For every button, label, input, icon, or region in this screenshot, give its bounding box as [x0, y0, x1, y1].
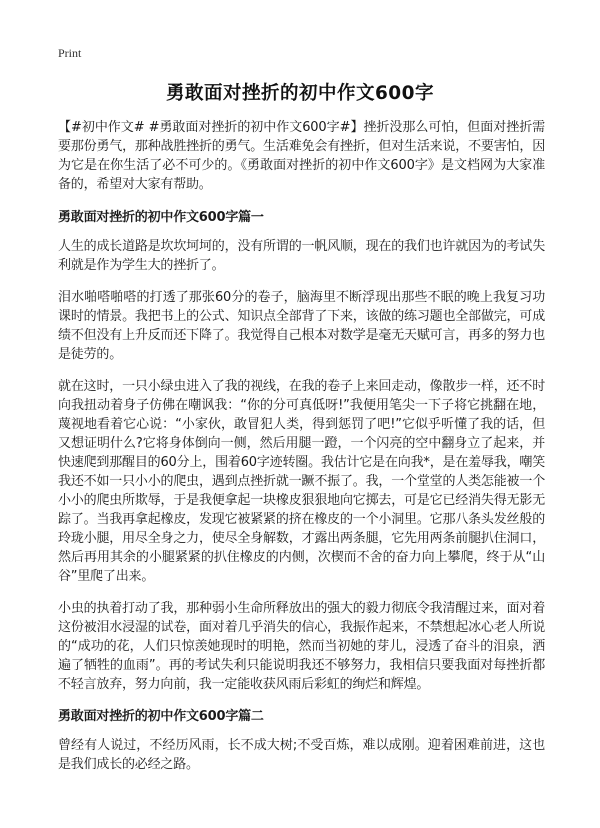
section-2-heading: 勇敢面对挫折的初中作文600字篇二	[58, 709, 264, 724]
section-1-paragraph-1: 人生的成长道路是坎坎坷坷的，没有所谓的一帆风顺，现在的我们也许就因为的考试失利就是作为学生大的挫折了。	[58, 239, 545, 273]
document-body	[58, 118, 545, 787]
document-title: 勇敢面对挫折的初中作文600字	[165, 83, 435, 104]
section-2	[58, 707, 545, 774]
section-1-paragraph-3: 就在这时，一只小绿虫进入了我的视线，在我的卷子上来回走动，像散步一样，还不时向我扭动着身子仿佛在嘲讽我：“你的分可真低呀!”我便用笔尖一下子将它挑翻在地，蔑视地看着它心说：“小家伙，敢冒犯人类，得到惩罚了吧!”它似乎听懂了我的话，但又想证明什么?它将身体倒向一侧，然后用腿一蹬，一个闪亮的空中翻身立了起来，并快速爬到那醒目的60分上，围着60字迹转圈。我估计它是在向我*，是在羞辱我，嘲笑我还不如一只小小的爬虫，遇到点挫折就一蹶不振了。我，一个堂堂的人类怎能被一个小小的爬虫所欺辱，于是我便拿起一块橡皮狠狠地向它掷去，可是它已经消失得无影无踪了。当我再拿起橡皮，发现它被紧紧的挤在橡皮的一个小洞里。它那八条头发丝般的玲珑小腿，用尽全身之力，使尽全身解数，才露出两条腿，它先用两条前腿扒住洞口，然后再用其余的小腿紧紧的扒住橡皮的内侧，次楔而不舍的奋力向上攀爬，终于从“山谷”里爬了出来。	[58, 379, 545, 584]
section-2-paragraph-1: 曾经有人说过，不经历风雨，长不成大树;不受百炼，难以成刚。迎着困难前进，这也是我们成长的必经之路。	[58, 738, 545, 772]
section-1	[58, 208, 545, 694]
intro-paragraph: 【#初中作文# #勇敢面对挫折的初中作文600字#】挫折没那么可怕，但面对挫折需要那份勇气，那种战胜挫折的勇气。生活难免会有挫折，但对生活来说，不要害怕，因为它是在你生活了必不可少的。《勇敢面对挫折的初中作文600字》是文档网为大家准备的，希望对大家有帮助。	[58, 120, 545, 192]
section-1-heading: 勇敢面对挫折的初中作文600字篇一	[58, 210, 264, 225]
print-link[interactable]: Print	[58, 46, 82, 60]
section-1-paragraph-4: 小虫的执着打动了我，那种弱小生命所释放出的强大的毅力彻底令我清醒过来，面对着这份被泪水浸湿的试卷，面对着几乎消失的信心，我振作起来，不禁想起冰心老人所说的“成功的花，人们只惊羡她现时的明艳，然而当初她的芽儿，浸透了奋斗的泪泉，洒遍了牺牲的血雨”。再的考试失利只能说明我还不够努力，我相信只要我面对每挫折都不轻言放弃，努力向前，我一定能收获风雨后彩虹的绚烂和辉煌。	[58, 601, 545, 692]
section-1-paragraph-2: 泪水啪嗒啪嗒的打透了那张60分的卷子，脑海里不断浮现出那些不眠的晚上我复习功课时的情景。我把书上的公式、知识点全部背了下来，该做的练习题也全部做完，可成绩不但没有上升反而还下降了。我觉得自己根本对数学是毫无天赋可言，再多的努力也是徒劳的。	[58, 290, 545, 362]
